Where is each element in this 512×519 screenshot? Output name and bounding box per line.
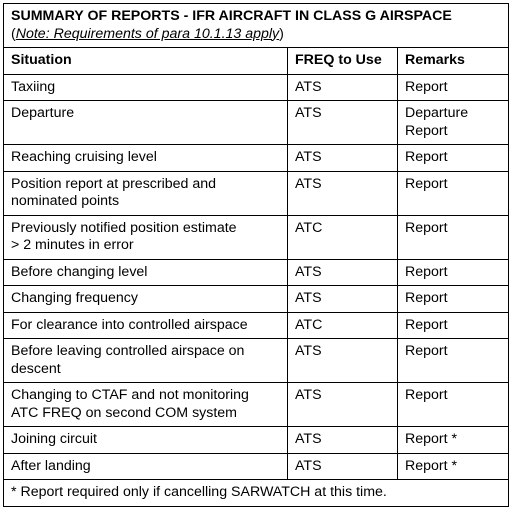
cell-situation: Before leaving controlled airspace on descent <box>4 339 288 383</box>
table-row <box>4 259 509 286</box>
note-text: Note: Requirements of para 10.1.13 apply <box>15 25 280 42</box>
reports-summary-table <box>3 3 509 507</box>
cell-situation: Reaching cruising level <box>4 145 288 172</box>
header-situation: Situation <box>4 48 288 75</box>
cell-situation: For clearance into controlled airspace <box>4 312 288 339</box>
header-row <box>4 48 509 75</box>
title-row <box>4 4 509 48</box>
table-note <box>11 26 501 44</box>
cell-freq: ATS <box>288 74 398 101</box>
cell-freq: ATS <box>288 383 398 427</box>
table-row <box>4 453 509 480</box>
table-row <box>4 145 509 172</box>
cell-remarks: Report <box>398 145 509 172</box>
table-title: SUMMARY OF REPORTS - IFR AIRCRAFT IN CLASS G AIRSPACE <box>11 8 452 24</box>
header-freq: FREQ to Use <box>288 48 398 75</box>
header-remarks: Remarks <box>398 48 509 75</box>
cell-situation: Changing to CTAF and not monitoring ATC FREQ on second COM system <box>4 383 288 427</box>
cell-freq: ATC <box>288 312 398 339</box>
table-row <box>4 74 509 101</box>
footnote-row <box>4 480 509 507</box>
cell-remarks: Report <box>398 74 509 101</box>
cell-remarks: Report <box>398 171 509 215</box>
cell-remarks: Report <box>398 383 509 427</box>
cell-remarks: Report <box>398 339 509 383</box>
cell-remarks: Report <box>398 215 509 259</box>
cell-freq: ATS <box>288 427 398 454</box>
footnote: * Report required only if cancelling SARWATCH at this time. <box>4 480 509 507</box>
table-row <box>4 101 509 145</box>
cell-freq: ATS <box>288 171 398 215</box>
cell-situation: Before changing level <box>4 259 288 286</box>
note-open-paren: ( <box>11 25 16 42</box>
cell-freq: ATS <box>288 339 398 383</box>
cell-situation: Position report at prescribed and nominated points <box>4 171 288 215</box>
cell-freq: ATS <box>288 259 398 286</box>
cell-situation: Joining circuit <box>4 427 288 454</box>
table-row <box>4 215 509 259</box>
note-close-paren: ) <box>279 25 284 42</box>
table-row <box>4 427 509 454</box>
table-row <box>4 171 509 215</box>
cell-remarks: Report * <box>398 453 509 480</box>
cell-situation: After landing <box>4 453 288 480</box>
cell-situation: Changing frequency <box>4 286 288 313</box>
table-row <box>4 383 509 427</box>
cell-situation: Taxiing <box>4 74 288 101</box>
cell-remarks: Report <box>398 259 509 286</box>
cell-freq: ATS <box>288 453 398 480</box>
table-row <box>4 339 509 383</box>
cell-remarks: Report <box>398 286 509 313</box>
cell-freq: ATS <box>288 101 398 145</box>
cell-remarks: Report * <box>398 427 509 454</box>
table-row <box>4 312 509 339</box>
cell-freq: ATC <box>288 215 398 259</box>
cell-freq: ATS <box>288 286 398 313</box>
cell-remarks: Report <box>398 312 509 339</box>
title-cell <box>4 4 509 48</box>
cell-situation: Departure <box>4 101 288 145</box>
cell-situation: Previously notified position estimate > 2 minutes in error <box>4 215 288 259</box>
cell-remarks: Departure Report <box>398 101 509 145</box>
cell-freq: ATS <box>288 145 398 172</box>
table-row <box>4 286 509 313</box>
table-body <box>4 74 509 480</box>
